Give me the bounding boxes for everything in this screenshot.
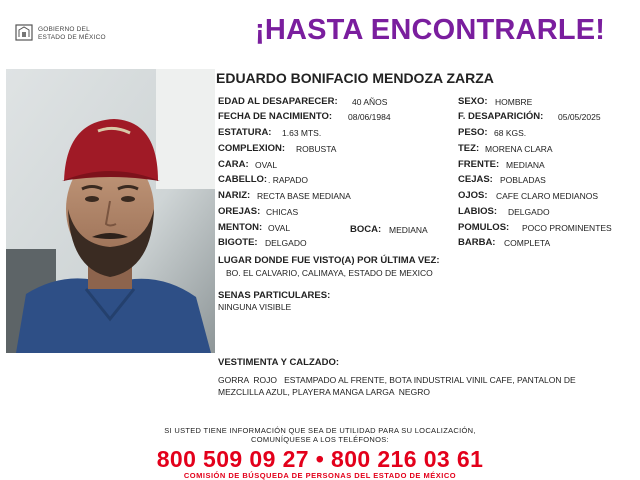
build-label: COMPLEXION:	[218, 143, 286, 154]
face-value: OVAL	[255, 160, 278, 170]
sex-label: SEXO:	[458, 96, 488, 107]
nose-value: RECTA BASE MEDIANA	[257, 191, 351, 201]
person-name: EDUARDO BONIFACIO MENDOZA ZARZA	[216, 70, 494, 86]
logo-line-1: GOBIERNO DEL	[38, 26, 90, 33]
forehead-value: MEDIANA	[506, 160, 545, 170]
beard-value: COMPLETA	[504, 238, 551, 248]
distinguishing-marks-label: SENAS PARTICULARES:	[218, 290, 331, 301]
cheekbones-label: POMULOS:	[458, 222, 510, 233]
info-line-2: COMUNÍQUESE A LOS TELÉFONOS:	[251, 435, 389, 444]
eyebrows-label: CEJAS:	[458, 174, 493, 185]
ears-label: OREJAS:	[218, 206, 261, 217]
disappearance-date-value: 05/05/2025	[558, 112, 601, 122]
state-emblem-icon	[14, 22, 34, 42]
clothing-label: VESTIMENTA Y CALZADO:	[218, 357, 340, 368]
clothing-line-2: MEZCLILLA AZUL, PLAYERA MANGA LARGA NEGRO	[218, 387, 430, 397]
headline: ¡HASTA ENCONTRARLE!	[255, 14, 606, 46]
chin-value: OVAL	[268, 223, 291, 233]
build-value: ROBUSTA	[296, 144, 337, 154]
mouth-value: MEDIANA	[389, 225, 428, 235]
hair-label: CABELLO:	[218, 174, 268, 185]
lips-label: LABIOS:	[458, 206, 498, 217]
height-value: 1.63 MTS.	[282, 128, 322, 138]
age-value: 40 AÑOS	[352, 97, 388, 107]
weight-value: 68 KGS.	[494, 128, 527, 138]
cheekbones-value: POCO PROMINENTES	[522, 223, 612, 233]
logo-line-2: ESTADO DE MÉXICO	[38, 34, 106, 41]
eyes-value: CAFE CLARO MEDIANOS	[496, 191, 599, 201]
person-photo-illustration	[6, 69, 215, 353]
sex-value: HOMBRE	[495, 97, 533, 107]
mustache-label: BIGOTE:	[218, 237, 258, 248]
face-label: CARA:	[218, 159, 249, 170]
birthdate-value: 08/06/1984	[348, 112, 391, 122]
hair-value: . RAPADO	[268, 175, 308, 185]
last-seen-value: BO. EL CALVARIO, CALIMAYA, ESTADO DE MEXICO	[226, 268, 433, 278]
height-label: ESTATURA:	[218, 127, 272, 138]
eyes-label: OJOS:	[458, 190, 488, 201]
forehead-label: FRENTE:	[458, 159, 500, 170]
complexion-tone-value: MORENA CLARA	[485, 144, 553, 154]
weight-label: PESO:	[458, 127, 488, 138]
beard-label: BARBA:	[458, 237, 496, 248]
info-line-1: SI USTED TIENE INFORMACIÓN QUE SEA DE UTILIDAD PARA SU LOCALIZACIÓN,	[164, 426, 476, 435]
clothing-description	[218, 374, 638, 398]
age-label: EDAD AL DESAPARECER:	[218, 96, 338, 107]
mouth-label: BOCA:	[350, 224, 382, 235]
last-seen-label: LUGAR DONDE FUE VISTO(A) POR ÚLTIMA VEZ:	[218, 255, 440, 266]
ears-value: CHICAS	[266, 207, 299, 217]
nose-label: NARIZ:	[218, 190, 251, 201]
government-logo	[14, 20, 124, 48]
birthdate-label: FECHA DE NACIMIENTO:	[218, 111, 332, 122]
clothing-line-1: GORRA ROJO ESTAMPADO AL FRENTE, BOTA INDUSTRIAL VINIL CAFE, PANTALON DE	[218, 375, 576, 385]
lips-value: DELGADO	[508, 207, 550, 217]
eyebrows-value: POBLADAS	[500, 175, 546, 185]
commission-name: COMISIÓN DE BÚSQUEDA DE PERSONAS DEL ESTADO DE MÉXICO	[183, 471, 457, 480]
disappearance-date-label: F. DESAPARICIÓN:	[458, 111, 544, 122]
phone-numbers: 800 509 09 27 • 800 216 03 61	[156, 446, 484, 472]
mustache-value: DELGADO	[265, 238, 307, 248]
distinguishing-marks-value: NINGUNA VISIBLE	[218, 302, 292, 312]
chin-label: MENTON:	[218, 222, 263, 233]
missing-person-photo	[6, 69, 215, 353]
complexion-tone-label: TEZ:	[458, 143, 480, 154]
